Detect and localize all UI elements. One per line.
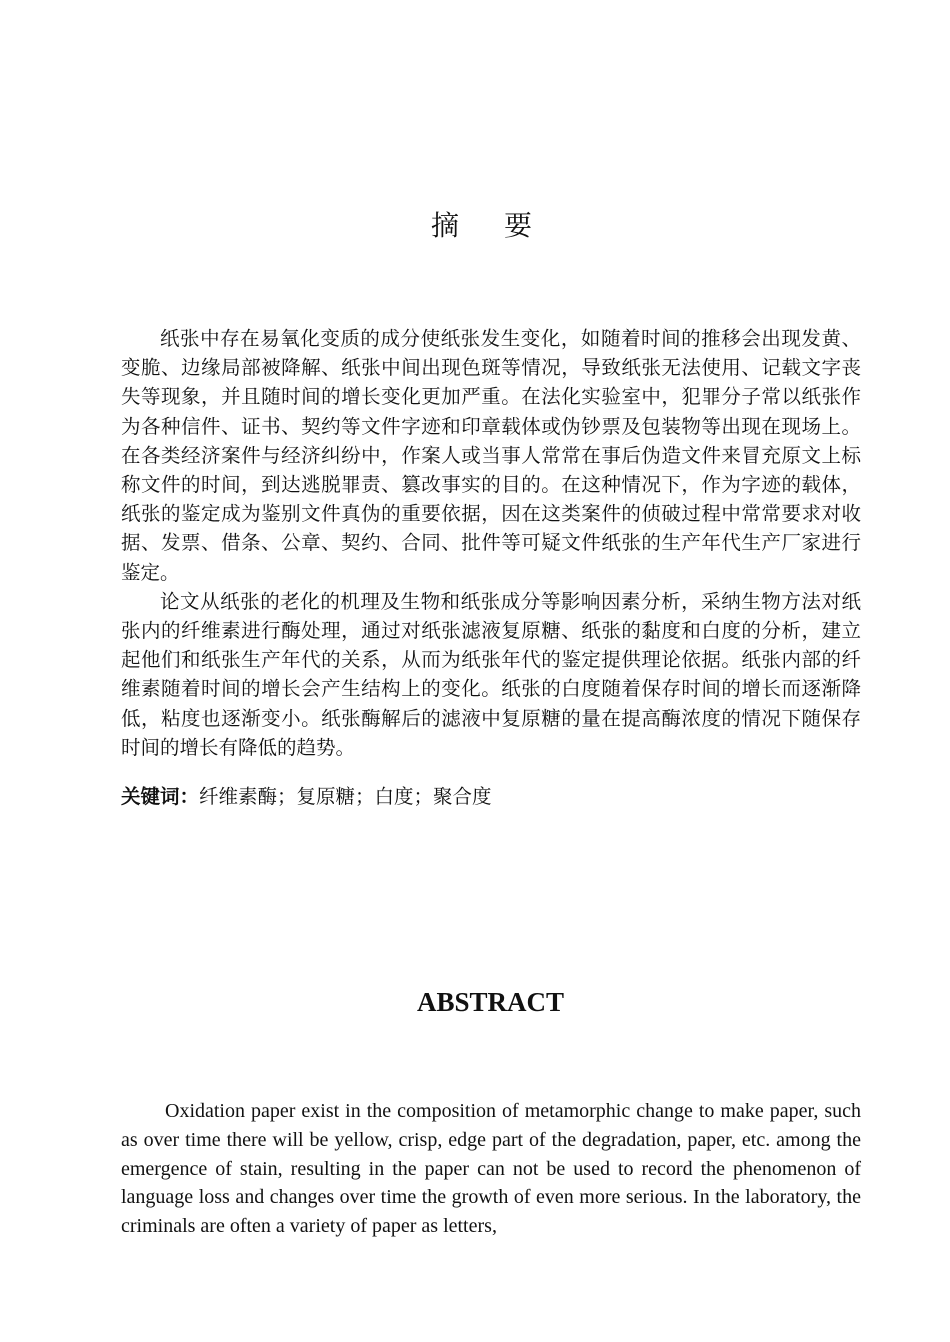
abstract-en-body [121, 1097, 861, 1241]
abstract-en-paragraph-1: Oxidation paper exist in the composition of metamorphic change to make paper, such as over time there will be yellow, crisp, edge part of the degradation, paper, etc. among the emergence of stain, resulting in the paper can not be used to record the phenomenon of language loss and changes over time the growth of even more serious. In the laboratory, the criminals are often a variety of paper as letters, [121, 1100, 861, 1238]
abstract-zh-body [121, 324, 861, 762]
keywords-line [121, 782, 861, 812]
abstract-zh-title: 摘 要 [431, 209, 550, 242]
keywords-label: 关键词： [121, 785, 200, 808]
abstract-zh-paragraph-1: 纸张中存在易氧化变质的成分使纸张发生变化，如随着时间的推移会出现发黄、变脆、边缘局部被降解、纸张中间出现色斑等情况，导致纸张无法使用、记载文字丧失等现象，并且随时间的增长变化更加严重。在法化实验室中，犯罪分子常以纸张作为各种信件、证书、契约等文件字迹和印章载体或伪钞票及包装物等出现在现场上。在各类经济案件与经济纠纷中，作案人或当事人常常在事后伪造文件来冒充原文上标称文件的时间，到达逃脱罪责、篡改事实的目的。在这种情况下，作为字迹的载体，纸张的鉴定成为鉴别文件真伪的重要依据，因在这类案件的侦破过程中常常要求对收据、发票、借条、公章、契约、合同、批件等可疑文件纸张的生产年代生产厂家进行鉴定。 [121, 327, 861, 584]
keywords-value: 纤维素酶；复原糖；白度；聚合度 [199, 785, 492, 808]
abstract-en-title: ABSTRACT [416, 987, 565, 1017]
abstract-zh-paragraph-2: 论文从纸张的老化的机理及生物和纸张成分等影响因素分析，采纳生物方法对纸张内的纤维素进行酶处理，通过对纸张滤液复原糖、纸张的黏度和白度的分析，建立起他们和纸张生产年代的关系，从而为纸张年代的鉴定提供理论依据。纸张内部的纤维素随着时间的增长会产生结构上的变化。纸张的白度随着保存时间的增长而逐渐降低，粘度也逐渐变小。纸张酶解后的滤液中复原糖的量在提高酶浓度的情况下随保存时间的增长有降低的趋势。 [121, 589, 861, 759]
